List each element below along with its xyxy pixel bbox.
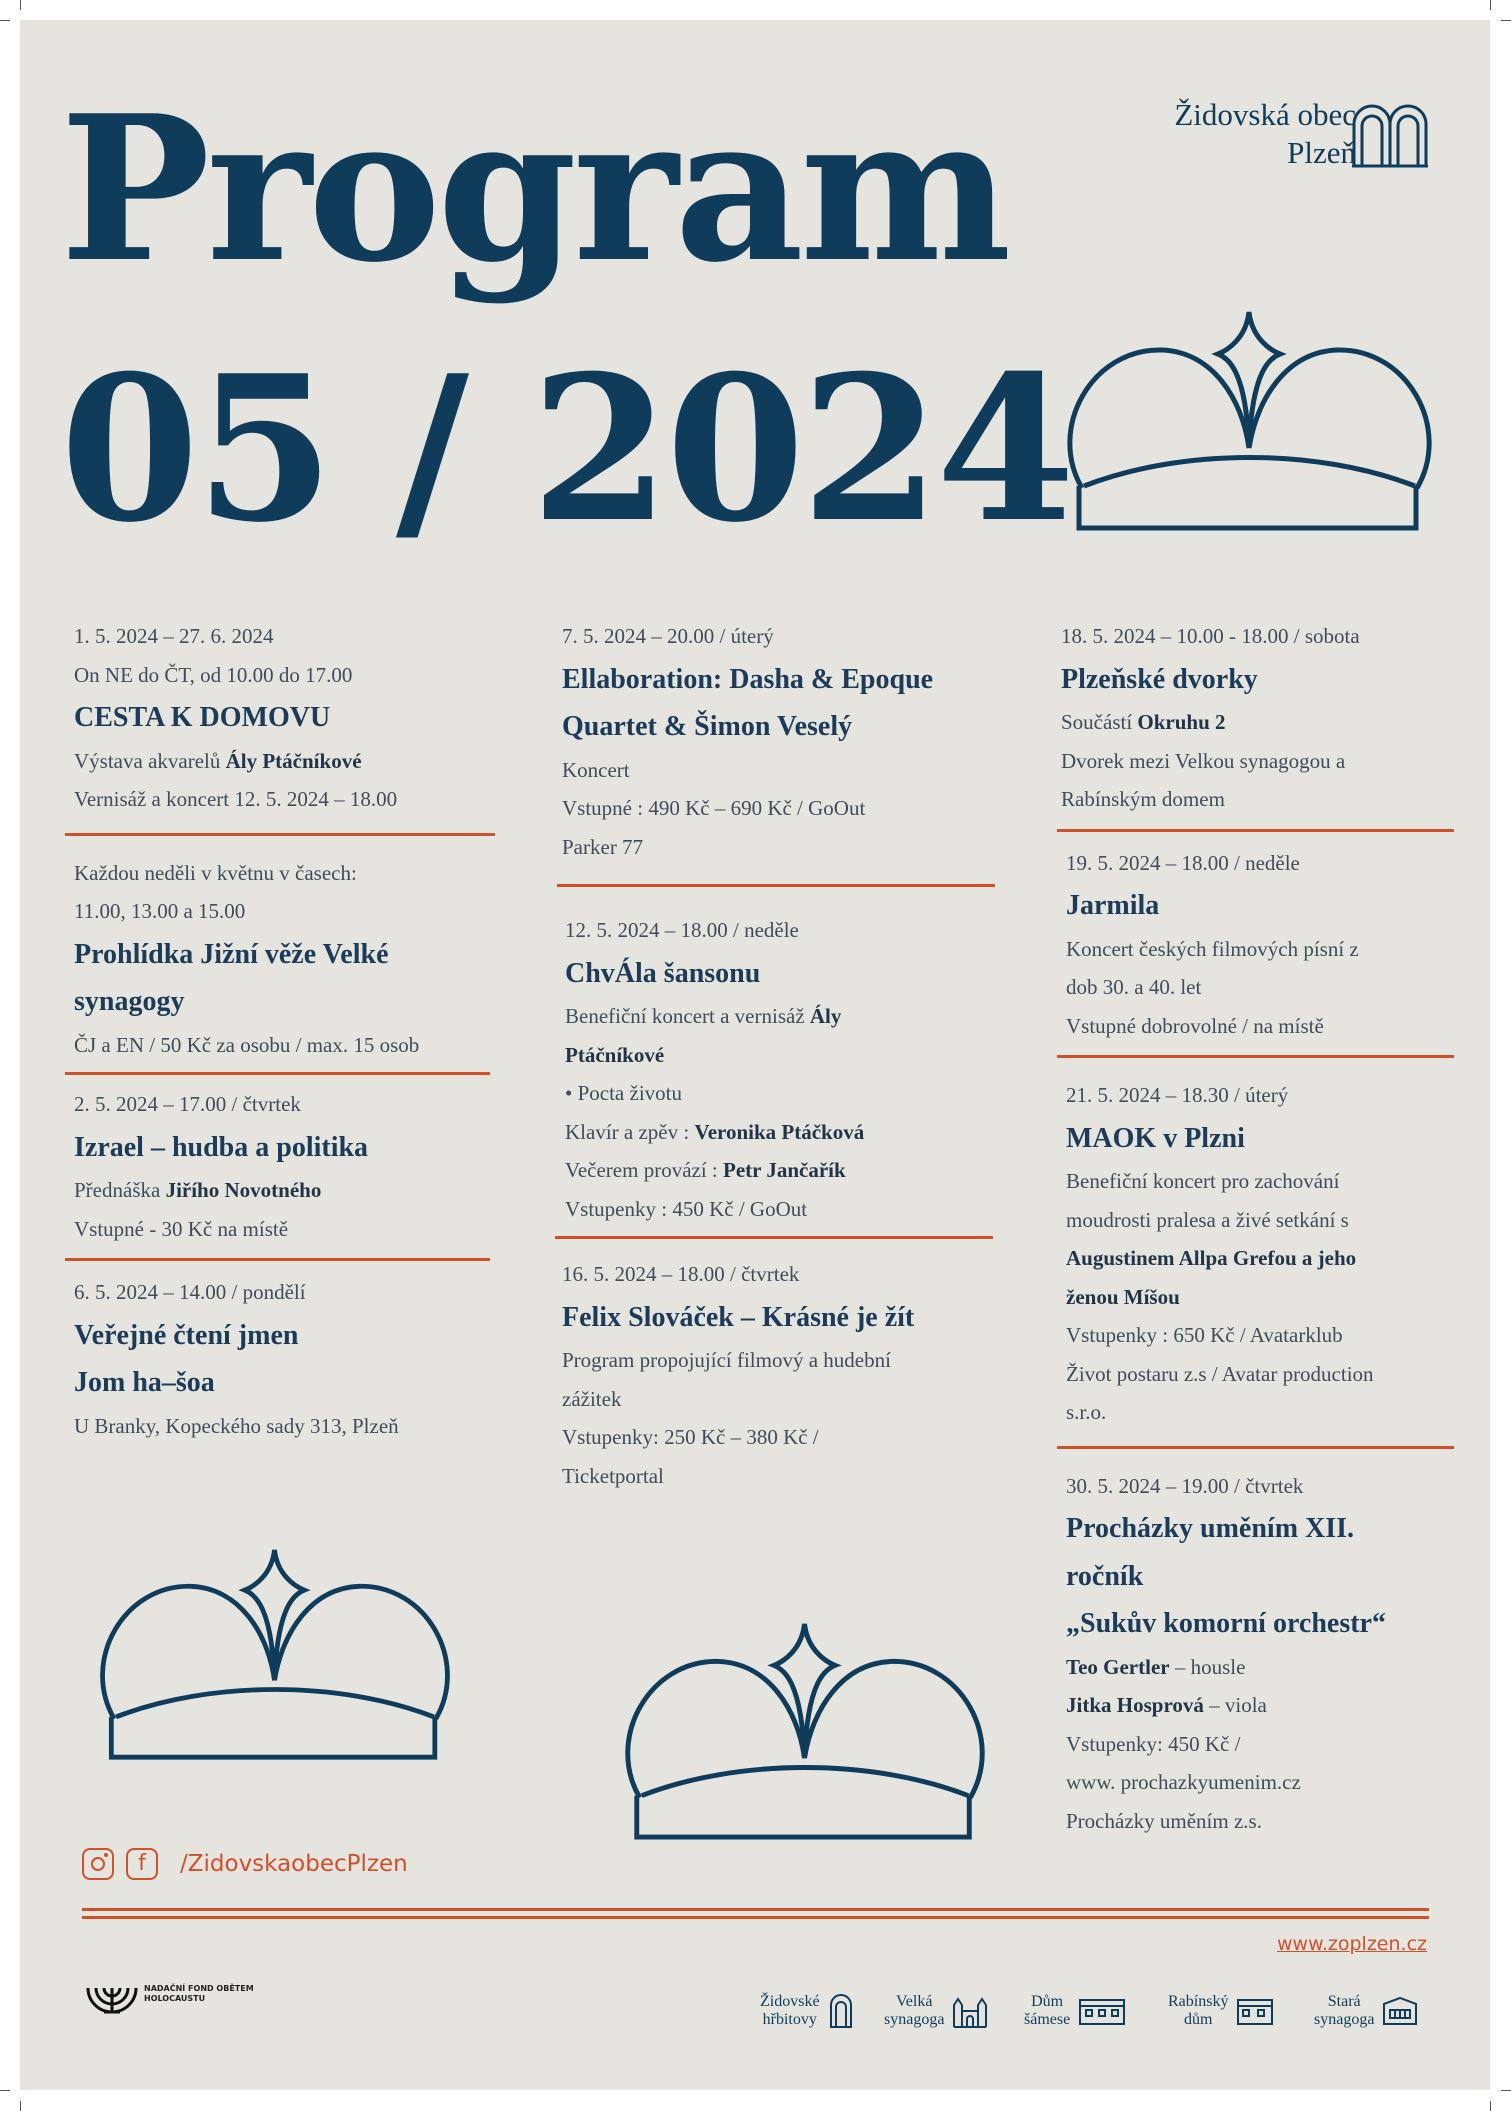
- event-detail: Vstupenky : 450 Kč / GoOut: [565, 1196, 808, 1221]
- event-text: – housle: [1169, 1654, 1246, 1679]
- event-title: Felix Slováček – Krásné je žít: [562, 1301, 915, 1333]
- event-detail: 12. 5. 2024 – 18.00 / neděle: [565, 918, 799, 942]
- footer-place-old-synagogue[interactable]: [1314, 1993, 1418, 2029]
- event-block: [65, 1273, 495, 1445]
- event-detail: Vernisáž a koncert 12. 5. 2024 – 18.00: [74, 787, 398, 811]
- footer-place-label: Velká: [896, 1993, 933, 2010]
- event-highlight: Jitka Hosprová: [1066, 1693, 1204, 1717]
- event-detail: Každou neděli v květnu v časech:: [74, 860, 357, 885]
- footer-place-shames-house[interactable]: [1024, 1993, 1126, 2029]
- event-detail: 18. 5. 2024 – 10.00 - 18.00 / sobota: [1061, 624, 1360, 648]
- event-highlight: Veronika Ptáčková: [694, 1119, 865, 1144]
- event-title: Ellaboration: Dasha & Epoque: [562, 663, 934, 695]
- social-handle[interactable]: /ZidovskaobecPlzen: [180, 1851, 408, 1877]
- event-detail: Vstupné dobrovolné / na místě: [1066, 1013, 1324, 1038]
- event-detail: Vstupné - 30 Kč na místě: [74, 1216, 289, 1241]
- event-title: Procházky uměním XII.: [1066, 1513, 1355, 1544]
- event-title: ročník: [1066, 1560, 1144, 1592]
- separator: [65, 833, 495, 836]
- event-highlight: Augustinem Allpa Grefou a jeho: [1066, 1246, 1357, 1270]
- separator: [557, 884, 995, 887]
- separator: [65, 1072, 490, 1075]
- event-detail: [565, 997, 995, 1036]
- event-text: Benefiční koncert a vernisáž: [565, 1004, 810, 1028]
- org-name: [1174, 96, 1356, 172]
- event-detail: 30. 5. 2024 – 19.00 / čtvrtek: [1066, 1473, 1304, 1498]
- event-detail: moudrosti pralesa a živé setkání s: [1066, 1207, 1349, 1232]
- crop-mark: [0, 2090, 10, 2091]
- event-detail: Ticketportal: [562, 1463, 664, 1488]
- footer-rule: [82, 1908, 1429, 1911]
- event-detail: [565, 1151, 995, 1190]
- event-title: Jom ha–šoa: [74, 1367, 215, 1398]
- event-detail: On NE do ČT, od 10.00 do 17.00: [74, 662, 353, 687]
- footer-place-label: Židovské: [760, 1993, 820, 2010]
- event-detail: 21. 5. 2024 – 18.30 / úterý: [1066, 1083, 1289, 1107]
- event-detail: s.r.o.: [1066, 1400, 1107, 1424]
- event-detail: Koncert českých filmových písní z: [1066, 936, 1359, 961]
- event-text: Večerem provází :: [565, 1158, 724, 1182]
- column-2: [555, 617, 995, 1495]
- footer-place-label: šámese: [1024, 2011, 1071, 2028]
- event-detail: 7. 5. 2024 – 20.00 / úterý: [562, 624, 774, 648]
- rabbi-house-icon: [1236, 1996, 1274, 2026]
- event-detail: Vstupenky: 450 Kč /: [1066, 1731, 1241, 1756]
- event-detail: [1066, 1278, 1454, 1317]
- event-text: Klavír a zpěv :: [565, 1119, 695, 1144]
- event-detail: [74, 742, 495, 781]
- event-detail: zážitek: [562, 1386, 622, 1411]
- separator: [65, 1258, 490, 1261]
- event-detail: Program propojující filmový a hudební: [562, 1348, 891, 1372]
- event-detail: Vstupné : 490 Kč – 690 Kč / GoOut: [562, 796, 866, 820]
- crop-mark: [20, 2101, 21, 2111]
- event-detail: Procházky uměním z.s.: [1066, 1808, 1262, 1833]
- event-detail: Rabínským domem: [1061, 787, 1225, 811]
- event-detail: 6. 5. 2024 – 14.00 / pondělí: [74, 1280, 306, 1304]
- event-title: Prohlídka Jižní věže Velké: [74, 938, 389, 970]
- event-detail: [1061, 703, 1454, 742]
- event-block: [1057, 617, 1454, 819]
- event-detail: dob 30. a 40. let: [1066, 975, 1202, 999]
- event-detail: 1. 5. 2024 – 27. 6. 2024: [74, 624, 274, 648]
- org-name-line2: Plzeň: [1287, 135, 1356, 170]
- event-detail: Benefiční koncert pro zachování: [1066, 1169, 1340, 1193]
- crop-mark: [20, 0, 21, 10]
- event-block: [555, 1255, 995, 1495]
- footer-place-label: synagoga: [1314, 2011, 1375, 2028]
- fund-name-line2: HOLOCAUSTU: [144, 1994, 206, 2003]
- dome-icon: [1062, 308, 1437, 533]
- dome-icon-center: [620, 1620, 990, 1842]
- event-detail: 11.00, 13.00 a 15.00: [74, 899, 246, 923]
- event-detail: Vstupenky : 650 Kč / Avatarklub: [1066, 1323, 1343, 1347]
- event-title: ChvÁla šansonu: [565, 957, 761, 989]
- crop-mark: [1490, 0, 1491, 10]
- event-highlight: Jiřího Novotného: [165, 1178, 322, 1202]
- event-highlight: ženou Míšou: [1066, 1284, 1180, 1309]
- footer-place-label: hřbitovy: [762, 2011, 817, 2028]
- event-title: Plzeňské dvorky: [1061, 663, 1258, 695]
- footer-place-rabbi-house[interactable]: [1168, 1993, 1274, 2029]
- column-3: [1057, 617, 1454, 1840]
- event-detail: ČJ a EN / 50 Kč za osobu / max. 15 osob: [74, 1032, 420, 1057]
- event-detail: Koncert: [562, 757, 630, 782]
- event-block: [1057, 844, 1454, 1046]
- event-title: CESTA K DOMOVU: [74, 702, 331, 733]
- event-detail: [565, 1036, 995, 1075]
- footer-place-cemeteries[interactable]: [760, 1993, 854, 2029]
- event-title: synagogy: [74, 986, 185, 1017]
- event-highlight: Ptáčníkové: [565, 1042, 665, 1067]
- facebook-icon[interactable]: f: [126, 1848, 158, 1880]
- footer-rule: [82, 1916, 1429, 1919]
- event-title: „Sukův komorní orchestr“: [1066, 1608, 1386, 1639]
- arches-logo-icon: [1350, 100, 1430, 168]
- separator: [1057, 1446, 1454, 1449]
- footer-place-great-synagogue[interactable]: [884, 1993, 988, 2029]
- event-title: Jarmila: [1066, 890, 1160, 921]
- event-block: [65, 1085, 495, 1248]
- separator: [1057, 829, 1454, 832]
- footer-place-label: Stará: [1327, 1993, 1361, 2010]
- event-block: [65, 854, 495, 1065]
- event-text: Přednáška: [74, 1178, 166, 1202]
- event-detail: 16. 5. 2024 – 18.00 / čtvrtek: [562, 1262, 800, 1286]
- month-title: 05 / 2024: [60, 332, 1072, 567]
- event-detail: [565, 1113, 995, 1152]
- column-1: [65, 617, 495, 1445]
- footer-place-label: synagoga: [884, 2011, 945, 2028]
- event-title: Veřejné čtení jmen: [74, 1319, 299, 1351]
- page-title: Program: [60, 72, 1008, 307]
- org-name-line1: Židovská obec: [1174, 97, 1356, 132]
- event-detail: U Branky, Kopeckého sady 313, Plzeň: [74, 1413, 399, 1438]
- social-links: [82, 1848, 408, 1880]
- event-highlight: Ály Ptáčníkové: [225, 748, 362, 773]
- dome-icon-left: [95, 1543, 455, 1765]
- footer-place-label: dům: [1184, 2011, 1213, 2028]
- fund-name-line1: NADAČNÍ FOND OBĚTEM: [144, 1984, 254, 1993]
- event-detail: • Pocta životu: [565, 1081, 682, 1105]
- shames-house-icon: [1078, 1996, 1126, 2026]
- fund-logo: [84, 1984, 254, 2014]
- event-detail: [74, 1171, 495, 1210]
- event-highlight: Ály: [809, 1004, 842, 1028]
- great-synagogue-icon: [952, 1993, 988, 2029]
- event-text: Součástí: [1061, 710, 1138, 734]
- event-detail: Dvorek mezi Velkou synagogou a: [1061, 748, 1346, 773]
- event-block: [555, 911, 995, 1228]
- event-detail: 2. 5. 2024 – 17.00 / čtvrtek: [74, 1092, 301, 1116]
- event-text: – viola: [1203, 1693, 1267, 1717]
- old-synagogue-icon: [1382, 1996, 1418, 2026]
- event-detail: Život postaru z.s / Avatar production: [1066, 1361, 1374, 1386]
- event-block: [1057, 1467, 1454, 1841]
- event-title: Quartet & Šimon Veselý: [562, 711, 853, 742]
- event-detail: www. prochazkyumenim.cz: [1066, 1770, 1301, 1794]
- event-text: Výstava akvarelů: [74, 748, 226, 773]
- event-block: [1057, 1076, 1454, 1432]
- event-block: [555, 617, 995, 866]
- cemetery-icon: [828, 1993, 854, 2029]
- menorah-icon: [84, 1984, 140, 2014]
- crop-mark: [1490, 2101, 1491, 2111]
- event-highlight: Petr Jančařík: [723, 1158, 846, 1182]
- event-title: Izrael – hudba a politika: [74, 1131, 369, 1163]
- event-highlight: Okruhu 2: [1137, 710, 1226, 734]
- event-detail: [1066, 1686, 1454, 1725]
- event-detail: [1066, 1648, 1454, 1687]
- event-highlight: Teo Gertler: [1066, 1654, 1170, 1679]
- separator: [555, 1236, 993, 1239]
- event-title: MAOK v Plzni: [1066, 1122, 1245, 1154]
- separator: [1057, 1055, 1454, 1058]
- footer-place-label: Dům: [1031, 1993, 1064, 2010]
- event-detail: [1066, 1239, 1454, 1278]
- instagram-icon[interactable]: [82, 1848, 114, 1880]
- website-link[interactable]: www.zoplzen.cz: [1276, 1933, 1427, 1955]
- footer-place-label: Rabínský: [1168, 1993, 1229, 2010]
- crop-mark: [0, 20, 10, 21]
- event-block: [65, 617, 495, 819]
- crop-mark: [1501, 2090, 1511, 2091]
- event-detail: Vstupenky: 250 Kč – 380 Kč /: [562, 1425, 819, 1449]
- event-detail: 19. 5. 2024 – 18.00 / neděle: [1066, 850, 1300, 875]
- crop-mark: [1501, 20, 1511, 21]
- event-detail: Parker 77: [562, 834, 644, 859]
